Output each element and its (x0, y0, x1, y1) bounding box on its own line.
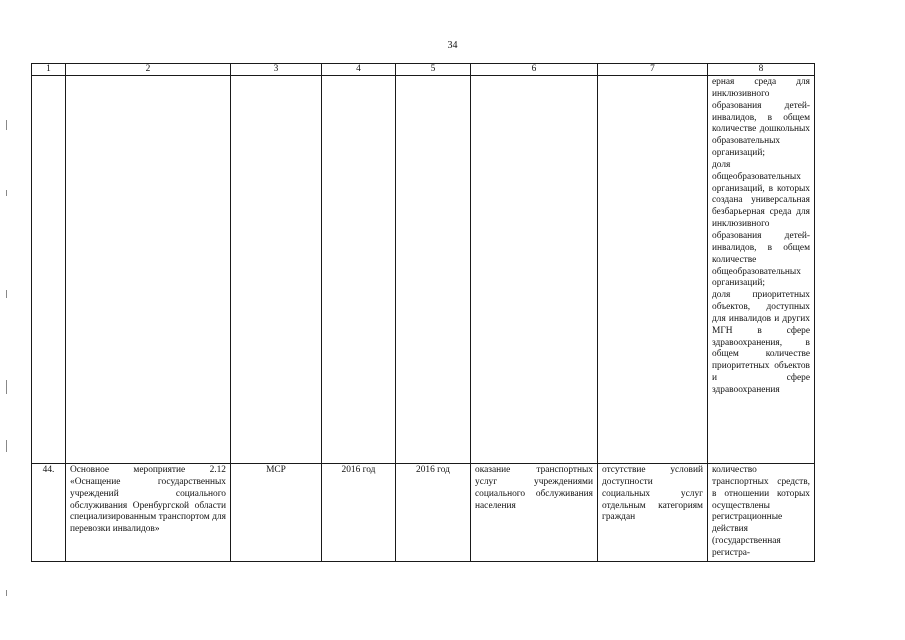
row-number: 44. (32, 464, 66, 562)
column-number: 8 (708, 64, 815, 76)
binding-mark (6, 120, 7, 130)
empty-cell (471, 76, 598, 464)
start-year: 2016 год (322, 464, 396, 562)
expected-result: оказание транспортных услуг учреждениями социального обслуживания населения (471, 464, 598, 562)
column-number: 4 (322, 64, 396, 76)
indicator-cell: количество транспортных средств, в отношении которых осуществлены регистрационные действия (государственная регистра- (708, 464, 815, 562)
binding-mark (6, 590, 7, 596)
end-year: 2016 год (396, 464, 471, 562)
indicator-cell: ерная среда для инклюзивного образования детей-инвалидов, в общем количестве дошкольных образовательных организаций; доля общеобразовательных организаций, в которых создана универсальная безбарьерная среда для инклюзивного образования детей-инвалидов, в общем количестве общеобразовательных организаций; доля приоритетных объектов, доступных для инвалидов и других МГН в сфере здравоохранения, в общем количестве приоритетных объектов и сфере здравоохранения (708, 76, 815, 464)
continued-row (32, 76, 815, 464)
column-number-row (32, 64, 815, 76)
empty-cell (231, 76, 322, 464)
column-number: 3 (231, 64, 322, 76)
empty-cell (66, 76, 231, 464)
empty-cell (396, 76, 471, 464)
page-number: 34 (447, 40, 458, 51)
binding-mark (6, 380, 7, 394)
binding-mark (6, 290, 7, 298)
binding-mark (6, 190, 7, 196)
column-number: 1 (32, 64, 66, 76)
column-number: 7 (598, 64, 708, 76)
empty-cell (322, 76, 396, 464)
column-number: 5 (396, 64, 471, 76)
column-number: 2 (66, 64, 231, 76)
table-row (32, 464, 815, 562)
measure-name: Основное мероприятие 2.12 «Оснащение государственных учреждений социального обслуживания Оренбургской области специализированным транспортом для перевозки инвалидов» (66, 464, 231, 562)
empty-cell (598, 76, 708, 464)
executor: МСР (231, 464, 322, 562)
measures-table (31, 63, 815, 562)
column-number: 6 (471, 64, 598, 76)
binding-mark (6, 440, 7, 452)
empty-cell (32, 76, 66, 464)
non-implementation-consequence: отсутствие условий доступности социальных услуг отдельным категориям граждан (598, 464, 708, 562)
